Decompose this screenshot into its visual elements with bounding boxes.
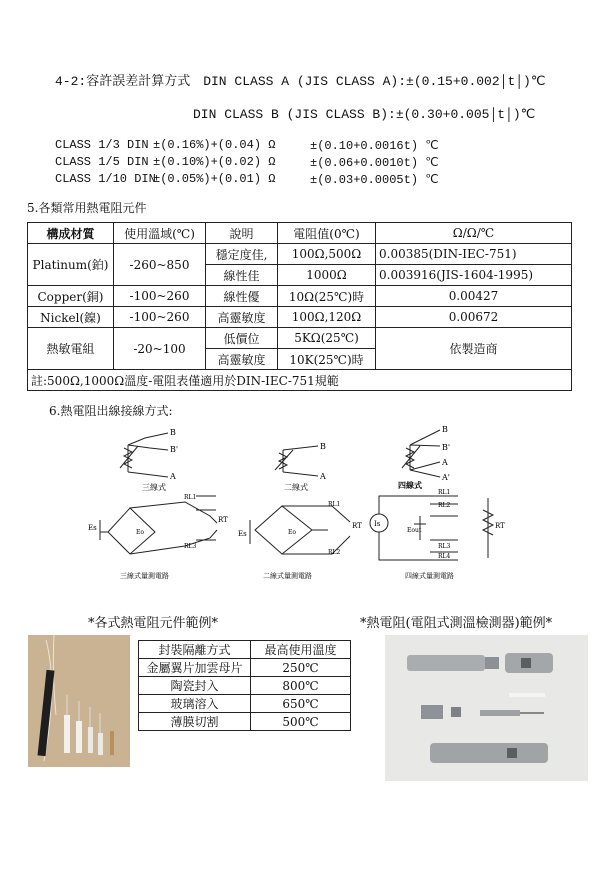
four-wire-caption: 四線式 xyxy=(398,480,422,490)
thermistor-material: 熱敏電組 xyxy=(28,328,114,370)
packaging-method: 陶瓷封入 xyxy=(139,677,251,695)
four-wire-label-a: A xyxy=(442,458,448,467)
packaging-method: 薄膜切割 xyxy=(139,713,251,731)
four-circuit-rl4: RL4 xyxy=(438,553,451,560)
class-row-2-temp: ±(0.06+0.0010t) ℃ xyxy=(310,156,439,170)
four-circuit-rl3: RL3 xyxy=(438,543,451,550)
packaging-temp: 250℃ xyxy=(251,659,351,677)
packaging-table xyxy=(138,640,351,731)
four-circuit-is: Is xyxy=(374,520,381,528)
two-circuit-eo: Eo xyxy=(288,529,296,536)
three-circuit-rt: RT xyxy=(218,516,228,524)
platinum-desc-1: 穩定度佳, xyxy=(206,244,278,265)
rtd-probe-photo xyxy=(385,635,588,781)
thermistor-desc-1: 低價位 xyxy=(206,328,278,349)
two-circuit-caption: 二線式量測電路 xyxy=(263,572,312,580)
platinum-coef-1: 0.00385(DIN-IEC-751) xyxy=(376,244,572,265)
three-circuit-caption: 三線式量測電路 xyxy=(120,572,169,580)
four-wire-label-b: B xyxy=(442,425,448,434)
copper-coef: 0.00427 xyxy=(376,286,572,307)
packaging-method: 玻璃溶入 xyxy=(139,695,251,713)
platinum-range: -260~850 xyxy=(114,244,206,286)
header-range: 使用溫域(℃) xyxy=(114,223,206,244)
nickel-desc: 高靈敏度 xyxy=(206,307,278,328)
tolerance-class-a-line: 4-2:容許誤差計算方式 DIN CLASS A (JIS CLASS A):±(0.15+0.002│t│)℃ xyxy=(55,74,546,89)
two-circuit-rl1: RL1 xyxy=(328,501,341,508)
packaging-temp: 800℃ xyxy=(251,677,351,695)
thermistor-desc-2: 高靈敏度 xyxy=(206,349,278,370)
header-coef: Ω/Ω/℃ xyxy=(376,223,572,244)
two-wire-caption: 二線式 xyxy=(284,483,308,492)
two-circuit-rt: RT xyxy=(352,522,362,530)
four-circuit-rl2: RL2 xyxy=(438,502,451,509)
three-circuit-eo: Eo xyxy=(136,529,144,536)
three-wire-label-bp: B' xyxy=(170,445,179,454)
header-material: 構成材質 xyxy=(28,223,114,244)
three-wire-caption: 三線式 xyxy=(142,483,166,492)
platinum-material: Platinum(鉑) xyxy=(28,244,114,286)
three-wire-bridge xyxy=(100,496,217,554)
four-circuit-rl1: RL1 xyxy=(438,489,451,496)
thermistor-res-2: 10K(25℃)時 xyxy=(278,349,376,370)
rtd-elements-photo xyxy=(28,635,130,767)
wiring-diagrams xyxy=(88,420,520,590)
thermistor-range: -20~100 xyxy=(114,328,206,370)
platinum-res-2: 1000Ω xyxy=(278,265,376,286)
nickel-range: -100~260 xyxy=(114,307,206,328)
copper-material: Copper(銅) xyxy=(28,286,114,307)
class-row-2-pct: ±(0.10%)+(0.02) Ω xyxy=(153,155,276,169)
two-wire-bridge xyxy=(250,506,350,554)
section-6-title: 6.熱電阻出線接線方式: xyxy=(49,404,173,418)
packaging-temp: 650℃ xyxy=(251,695,351,713)
packaging-header-method: 封裝隔離方式 xyxy=(139,641,251,659)
copper-range: -100~260 xyxy=(114,286,206,307)
three-circuit-rl1: RL1 xyxy=(184,494,197,501)
header-desc: 說明 xyxy=(206,223,278,244)
two-wire-label-b: B xyxy=(320,442,326,451)
copper-res: 10Ω(25℃)時 xyxy=(278,286,376,307)
table-note: 註:500Ω,1000Ω溫度-電阻表僅適用於DIN-IEC-751規範 xyxy=(28,370,572,391)
four-circuit-caption: 四線式量測電路 xyxy=(405,572,454,580)
rtd-examples-title: *熱電阻(電阻式測溫檢測器)範例* xyxy=(360,616,553,631)
thermistor-coef: 依製造商 xyxy=(376,328,572,370)
nickel-material: Nickel(鎳) xyxy=(28,307,114,328)
platinum-coef-2: 0.003916(JIS-1604-1995) xyxy=(376,265,572,286)
platinum-desc-2: 線性佳 xyxy=(206,265,278,286)
packaging-header-temp: 最高使用溫度 xyxy=(251,641,351,659)
header-resistance: 電阻值(0℃) xyxy=(278,223,376,244)
packaging-temp: 500℃ xyxy=(251,713,351,731)
four-circuit-rt: RT xyxy=(495,522,505,530)
class-row-2-name: CLASS 1/5 DIN xyxy=(55,155,149,169)
four-wire-label-bp: B' xyxy=(442,443,451,452)
four-wire-circuit xyxy=(370,496,493,560)
four-circuit-eout: Eout xyxy=(407,527,422,534)
class-row-3-name: CLASS 1/10 DIN xyxy=(55,172,156,186)
class-row-3-temp: ±(0.03+0.0005t) ℃ xyxy=(310,173,439,187)
three-wire-symbol xyxy=(120,433,168,477)
rtd-spec-table xyxy=(27,222,572,391)
three-circuit-es: Es xyxy=(88,524,97,532)
packaging-method: 金屬翼片加雲母片 xyxy=(139,659,251,677)
tolerance-class-b-line: DIN CLASS B (JIS CLASS B):±(0.30+0.005│t│)℃ xyxy=(193,107,536,122)
two-circuit-rl2: RL2 xyxy=(328,549,341,556)
copper-desc: 線性優 xyxy=(206,286,278,307)
four-wire-label-ap: A' xyxy=(442,473,450,482)
class-row-1-temp: ±(0.10+0.0016t) ℃ xyxy=(310,139,439,153)
nickel-coef: 0.00672 xyxy=(376,307,572,328)
three-wire-label-b: B xyxy=(170,428,176,437)
nickel-res: 100Ω,120Ω xyxy=(278,307,376,328)
class-row-3-pct: ±(0.05%)+(0.01) Ω xyxy=(153,172,276,186)
four-wire-symbol xyxy=(402,430,440,477)
class-row-1-name: CLASS 1/3 DIN xyxy=(55,138,149,152)
two-circuit-es: Es xyxy=(238,530,247,538)
section-5-title: 5.各類常用熱電阻元件 xyxy=(27,201,147,215)
two-wire-label-a: A xyxy=(320,472,326,481)
three-wire-label-a: A xyxy=(170,472,176,481)
three-circuit-rl3: RL3 xyxy=(184,543,197,550)
platinum-res-1: 100Ω,500Ω xyxy=(278,244,376,265)
class-row-1-pct: ±(0.16%)+(0.04) Ω xyxy=(153,138,276,152)
element-examples-title: *各式熱電阻元件範例* xyxy=(88,616,219,631)
two-wire-symbol xyxy=(275,446,318,476)
thermistor-res-1: 5KΩ(25℃) xyxy=(278,328,376,349)
